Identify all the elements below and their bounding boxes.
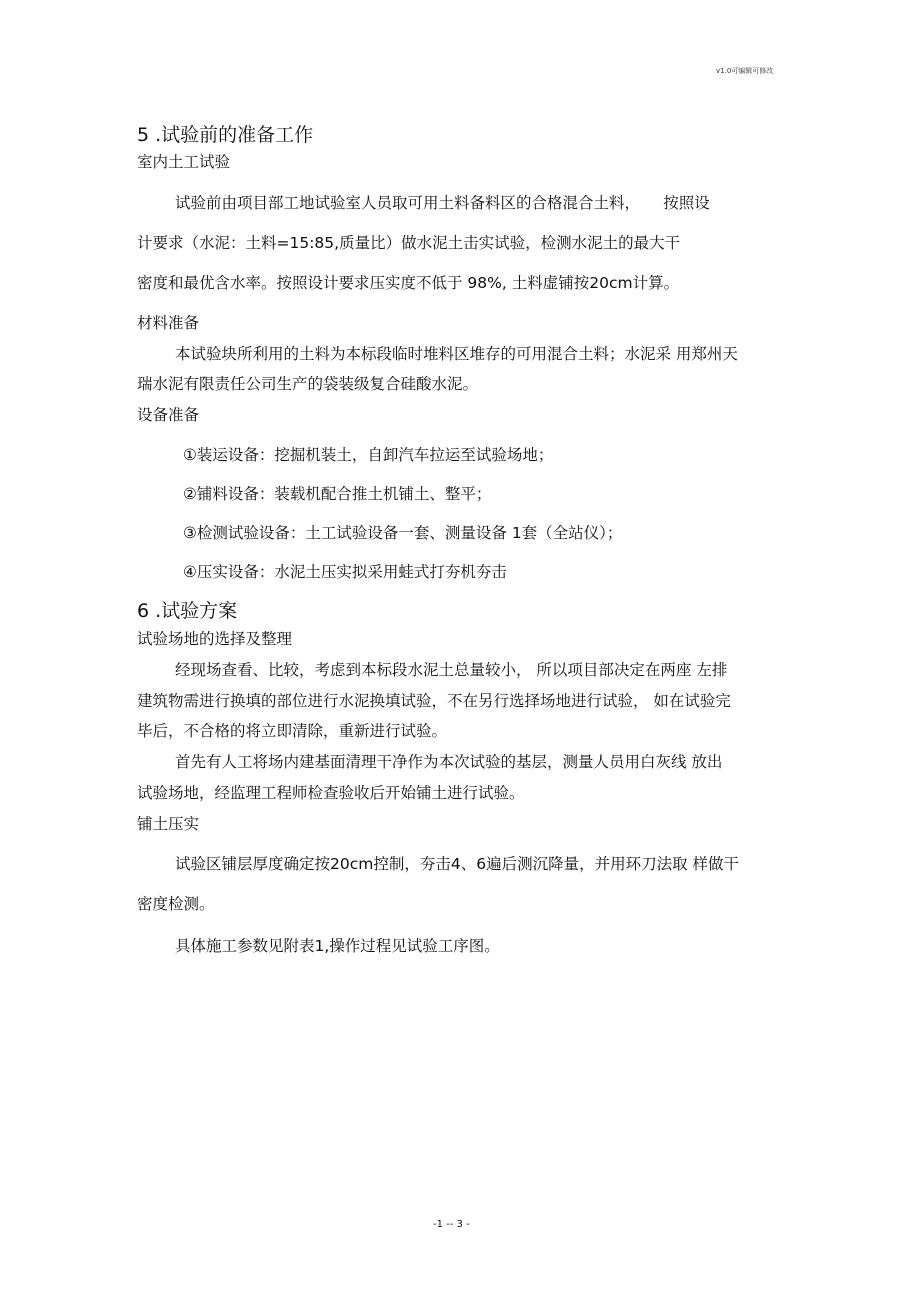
paragraph-line: 经现场查看、比较，考虑到本标段水泥土总量较小， 所以项目部决定在两座 左排	[175, 661, 728, 679]
equipment-item: ④压实设备：水泥土压实拟采用蛙式打夯机夯击	[183, 563, 507, 581]
equipment-item: ①装运设备：挖掘机装土，自卸汽车拉运至试验场地；	[183, 446, 554, 464]
paragraph-line: 试验区铺层厚度确定按20cm控制，夯击4、6遍后测沉降量，并用环刀法取 样做干	[175, 855, 739, 873]
paragraph-line: 具体施工参数见附表1,操作过程见试验工序图。	[175, 937, 500, 955]
paragraph-line: 首先有人工将场内建基面清理干净作为本次试验的基层，测量人员用白灰线 放出	[175, 753, 723, 771]
paragraph-line: 本试验块所利用的土料为本标段临时堆料区堆存的可用混合土料；水泥采 用郑州天	[175, 345, 738, 363]
equipment-item: ②铺料设备：装载机配合推土机铺土、整平；	[183, 485, 492, 503]
paragraph-line: 毕后，不合格的将立即清除，重新进行试验。	[137, 722, 448, 740]
paragraph-line: 密度检测。	[137, 895, 215, 913]
paragraph-line: 试验前由项目部工地试验室人员取可用土料备料区的合格混合土料， 按照设	[175, 194, 710, 212]
subheading-lab-test: 室内土工试验	[137, 153, 231, 171]
section-5-heading: 5 .试验前的准备工作	[137, 124, 314, 146]
paragraph-line: 计要求（水泥：土料=15:85,质量比）做水泥土击实试验，检测水泥土的最大干	[137, 234, 681, 252]
equipment-item: ③检测试验设备：土工试验设备一套、测量设备 1套（全站仪）；	[183, 524, 623, 542]
page-number: -1 -- 3 -	[433, 1219, 470, 1230]
subheading-paving: 铺土压实	[137, 815, 200, 833]
section-6-heading: 6 .试验方案	[137, 600, 238, 622]
paragraph-line: 瑞水泥有限责任公司生产的袋装级复合硅酸水泥。	[137, 375, 479, 393]
subheading-material: 材料准备	[137, 314, 200, 332]
version-note: v1.0可编辑可修改	[716, 67, 774, 75]
paragraph-line: 建筑物需进行换填的部位进行水泥换填试验，不在另行选择场地进行试验， 如在试验完	[137, 692, 731, 710]
subheading-site: 试验场地的选择及整理	[137, 630, 293, 648]
paragraph-line: 试验场地，经监理工程师检查验收后开始铺土进行试验。	[137, 784, 525, 802]
paragraph-line: 密度和最优含水率。按照设计要求压实度不低于 98%, 土料虚铺按20cm计算。	[137, 274, 680, 292]
subheading-equipment: 设备准备	[137, 406, 200, 424]
